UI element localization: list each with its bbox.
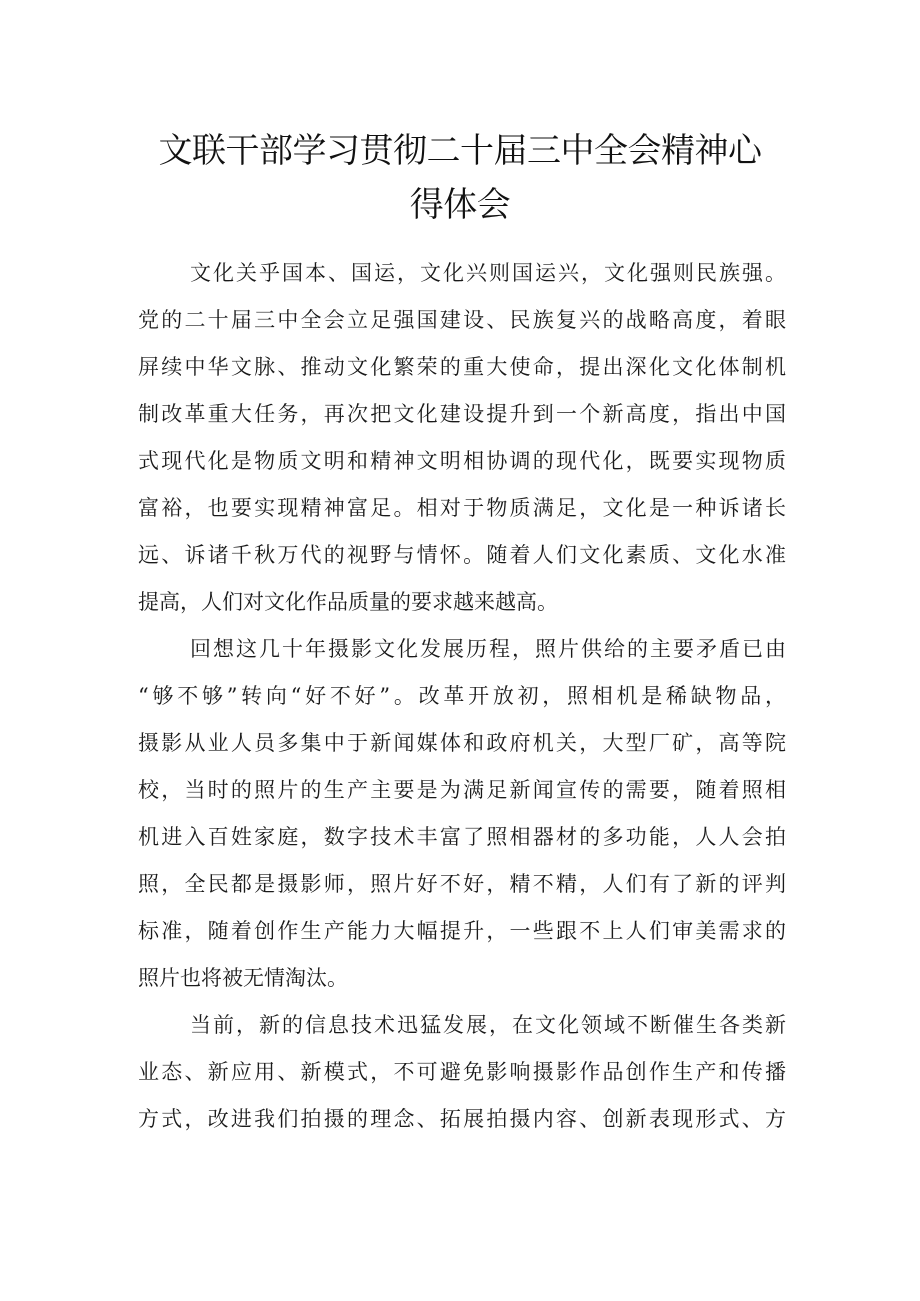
title-line-2: 得体会 [409,185,511,225]
paragraph-3 [138,1002,786,1143]
paragraph-line: 式现代化是物质文明和精神文明相协调的现代化，既要实现物质 [138,449,786,473]
paragraph-line: 业态、新应用、新模式，不可避免影响摄影作品创作生产和传播 [138,1060,786,1084]
document-body [138,250,786,1143]
paragraph-line: 文化关乎国本、国运，文化兴则国运兴，文化强则民族强。 [190,261,786,285]
title-line-1: 文联干部学习贯彻二十届三中全会精神心 [158,131,762,171]
paragraph-line: 提高，人们对文化作品质量的要求越来越高。 [138,590,558,614]
paragraph-2 [138,626,786,1002]
paragraph-line: 照片也将被无情淘汰。 [138,966,348,990]
paragraph-line: “够不够”转向“好不好”。改革开放初，照相机是稀缺物品， [138,684,786,708]
paragraph-line: 方式，改进我们拍摄的理念、拓展拍摄内容、创新表现形式、方 [138,1107,786,1131]
paragraph-line: 当前，新的信息技术迅猛发展，在文化领域不断催生各类新 [190,1013,786,1037]
paragraph-line: 屏续中华文脉、推动文化繁荣的重大使命，提出深化文化体制机 [138,355,786,379]
paragraph-line: 回想这几十年摄影文化发展历程，照片供给的主要矛盾已由 [190,637,786,661]
paragraph-line: 照，全民都是摄影师，照片好不好，精不精，人们有了新的评判 [138,872,786,896]
paragraph-line: 富裕，也要实现精神富足。相对于物质满足，文化是一种诉诸长 [138,496,786,520]
paragraph-1 [138,250,786,626]
paragraph-line: 制改革重大任务，再次把文化建设提升到一个新高度，指出中国 [138,402,786,426]
paragraph-line: 远、诉诸千秋万代的视野与情怀。随着人们文化素质、文化水准 [138,543,786,567]
document-title [130,124,790,232]
paragraph-line: 党的二十届三中全会立足强国建设、民族复兴的战略高度，着眼 [138,308,786,332]
paragraph-line: 机进入百姓家庭，数字技术丰富了照相器材的多功能，人人会拍 [138,825,786,849]
paragraph-line: 摄影从业人员多集中于新闻媒体和政府机关，大型厂矿，高等院 [138,731,786,755]
paragraph-line: 标准，随着创作生产能力大幅提升，一些跟不上人们审美需求的 [138,919,786,943]
paragraph-line: 校，当时的照片的生产主要是为满足新闻宣传的需要，随着照相 [138,778,786,802]
